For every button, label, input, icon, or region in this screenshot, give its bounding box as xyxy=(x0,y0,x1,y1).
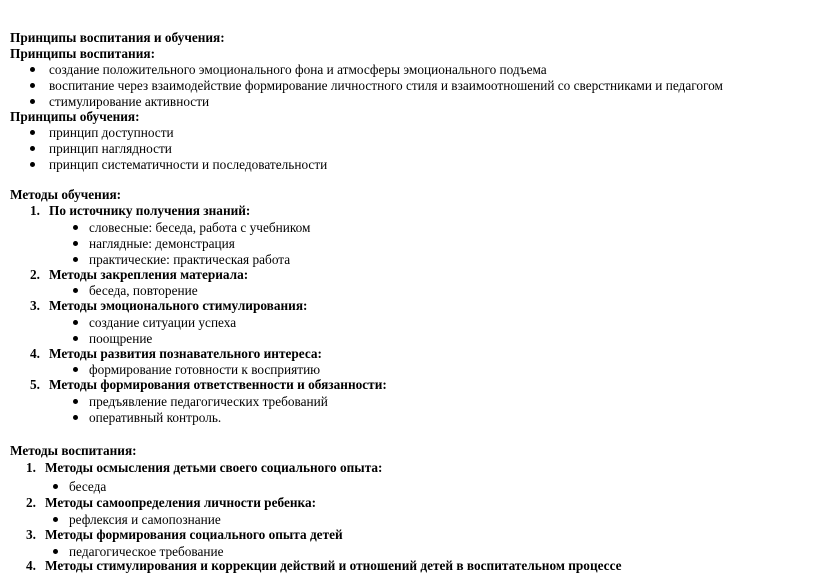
bullet-icon xyxy=(53,549,58,554)
bullet-icon xyxy=(73,415,78,420)
bullet-icon xyxy=(30,162,35,167)
list-item: наглядные: демонстрация xyxy=(89,236,235,251)
teaching-methods-heading: Методы обучения: xyxy=(10,187,122,202)
upbringing-principles-heading: Принципы воспитания: xyxy=(10,46,155,61)
method-group-title: Методы самоопределения личности ребенка: xyxy=(45,495,317,510)
upbringing-methods-heading: Методы воспитания: xyxy=(10,443,137,458)
list-item: создание ситуации успеха xyxy=(89,315,237,330)
list-number: 1. xyxy=(30,203,40,218)
method-group-title: Методы развития познавательного интереса: xyxy=(49,346,322,361)
list-item: словесные: беседа, работа с учебником xyxy=(89,220,311,235)
bullet-icon xyxy=(30,99,35,104)
bullet-icon xyxy=(53,517,58,522)
method-group-title: Методы стимулирования и коррекции действий и отношений детей в воспитательном процессе xyxy=(45,558,622,573)
list-number: 2. xyxy=(30,267,40,282)
bullet-icon xyxy=(30,67,35,72)
list-item: формирование готовности к восприятию xyxy=(89,362,321,377)
bullet-icon xyxy=(73,288,78,293)
method-group-title: Методы закрепления материала: xyxy=(49,267,249,282)
list-item: предъявление педагогических требований xyxy=(89,394,328,409)
bullet-icon xyxy=(53,484,58,489)
bullet-icon xyxy=(30,130,35,135)
method-group-title: По источнику получения знаний: xyxy=(49,203,251,218)
list-item: беседа xyxy=(69,479,107,494)
bullet-icon xyxy=(73,336,78,341)
method-group-title: Методы осмысления детьми своего социального опыта: xyxy=(45,460,383,475)
list-item: оперативный контроль. xyxy=(89,410,222,425)
list-item: принцип наглядности xyxy=(49,141,172,156)
list-number: 3. xyxy=(30,298,40,313)
list-item: поощрение xyxy=(89,331,153,346)
bullet-icon xyxy=(73,320,78,325)
list-item: воспитание через взаимодействие формирование личностного стиля и взаимоотношений со сверстниками и педагогом xyxy=(49,78,723,93)
bullet-icon xyxy=(73,257,78,262)
bullet-icon xyxy=(73,241,78,246)
bullet-icon xyxy=(73,225,78,230)
list-number: 2. xyxy=(26,495,36,510)
list-number: 4. xyxy=(30,346,40,361)
list-number: 4. xyxy=(26,558,36,573)
list-number: 1. xyxy=(26,460,36,475)
method-group-title: Методы формирования ответственности и обязанности: xyxy=(49,377,387,392)
bullet-icon xyxy=(73,399,78,404)
list-item: стимулирование активности xyxy=(49,94,210,109)
list-item: беседа, повторение xyxy=(89,283,198,298)
method-group-title: Методы эмоционального стимулирования: xyxy=(49,298,308,313)
bullet-icon xyxy=(30,146,35,151)
list-item: создание положительного эмоционального фона и атмосферы эмоционального подъема xyxy=(49,62,547,77)
list-number: 3. xyxy=(26,527,36,542)
method-group-title: Методы формирования социального опыта детей xyxy=(45,527,343,542)
list-item: педагогическое требование xyxy=(69,544,224,559)
list-item: принцип систематичности и последовательности xyxy=(49,157,328,172)
list-item: рефлексия и самопознание xyxy=(69,512,221,527)
list-item: практические: практическая работа xyxy=(89,252,291,267)
bullet-icon xyxy=(30,83,35,88)
list-number: 5. xyxy=(30,377,40,392)
bullet-icon xyxy=(73,367,78,372)
main-heading: Принципы воспитания и обучения: xyxy=(10,30,225,45)
list-item: принцип доступности xyxy=(49,125,174,140)
teaching-principles-heading: Принципы обучения: xyxy=(10,109,140,124)
